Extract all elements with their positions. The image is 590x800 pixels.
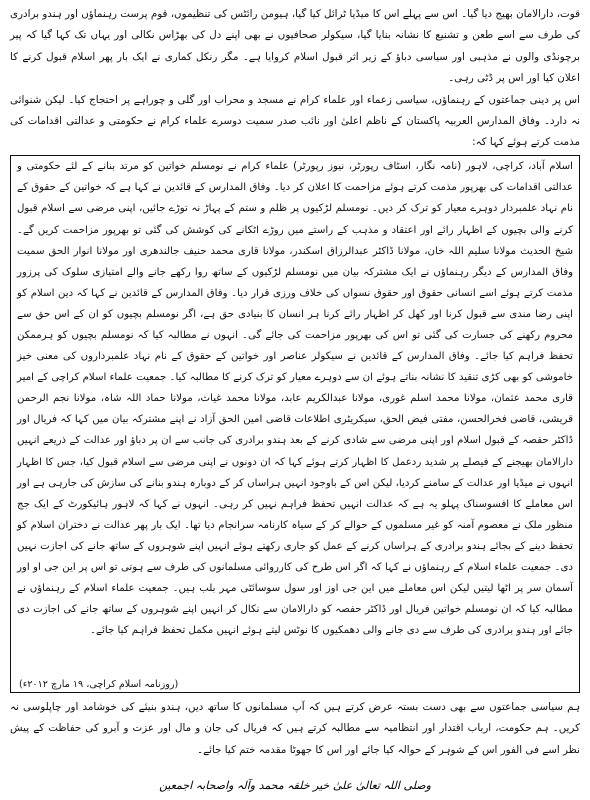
news-quote-box <box>10 155 580 693</box>
news-quote-text: اسلام آباد، کراچی، لاہور (نامہ نگار، اسٹاف رپورٹر، نیوز رپورٹر) علماء کرام نے نومسلم خواتین کو مرتد بنانے کے لئے حکومتی و عدالتی اقدامات کی بھرپور مذمت کرتے ہوئے مزاحمت کا اعلان کر دیا۔ وفاق المدارس کے قائدین نے کہا ہے کہ خواتین کے حقوق کے نام نہاد علمبردار دوہرے معیار کو ترک کر دیں۔ نومسلم لڑکیوں پر ظلم و ستم کے پہاڑ نہ توڑے جائیں، اپنی مرضی سے اسلام قبول کرنے والی بچیوں کے اظہار رائے اور اعتقاد و مذہب کے راستے میں روڑے اٹکانے کی کوشش کی گئی تو بھرپور مزاحمت کریں گے۔ شیخ الحدیث مولانا سلیم اللہ خان، مولانا ڈاکٹر عبدالرزاق اسکندر، مولانا قاری محمد حنیف جالندھری اور مولانا انوار الحق سمیت وفاق المدارس کے دیگر رہنماؤں نے ایک مشترکہ بیان میں نومسلم لڑکیوں کے ساتھ روا رکھے جانے والے امتیازی سلوک کی پرزور مذمت کرتے ہوئے اسے انسانی حقوق اور حقوق نسواں کی خلاف ورزی قرار دیا۔ وفاق المدارس کے قائدین نے کہا کہ دین اسلام کو اپنی رضا مندی سے قبول کرنا اور کھل کر اظہار رائے کرنا ہر انسان کا بنیادی حق ہے، اگر نومسلم بچیوں کو ان کے اس حق سے محروم رکھنے کی جسارت کی گئی تو اس کی بھرپور مزاحمت کی جائے گی۔ انہوں نے مطالبہ کیا کہ نومسلم بچیوں کو ہرممکن تحفظ فراہم کیا جائے۔ وفاق المدارس کے قائدین نے سیکولر عناصر اور خواتین کے حقوق کے نام نہاد علمبرداروں کی معنی خیز خاموشی کو بھی کڑی تنقید کا نشانہ بناتے ہوئے ان سے دوہرے معیار کو ترک کرنے کا مطالبہ کیا۔ جمعیت علماء اسلام کراچی کے امیر قاری محمد عثمان، مولانا محمد اسلم غوری، مولانا عبدالکریم عابد، مولانا محمد غیاث، مولانا حماد اللہ شاہ، مولانا نجم الرحمن قریشی، قاضی فخرالحسن، مفتی فیض الحق، سیکریٹری اطلاعات قاضی امین الحق آزاد نے اپنے مشترکہ بیان میں کہا کہ فریال اور ڈاکٹر حفصہ کے قبول اسلام اور اپنی مرضی سے شادی کرنے کے بعد ہندو برادری کی جانب سے ان پر دباؤ اور عدالت کے ذریعے انہیں دارالامان بھیجنے کے فیصلے پر شدید ردعمل کا اظہار کرتے ہوئے کہا کہ ان دونوں نے اپنی مرضی سے اسلام قبول کیا، جس کا اظہار انہوں نے میڈیا اور عدالت کے سامنے کردیا، لیکن اس کے باوجود انہیں ہراساں کر کے دوبارہ ہندو بنانے کی سازش کی جارہی ہے اور اس معاملے کا افسوسناک پہلو یہ ہے کہ عدالت انہیں تحفظ فراہم نہیں کر رہی۔ انہوں نے کہا کہ لاہور ہائیکورٹ کے ایک جج منظور ملک نے معصوم آمنہ کو غیر مسلموں کے حوالے کر کے سیاہ کارنامہ سرانجام دیا تھا۔ ایک بار پھر عدالت نے دختران اسلام کو تحفظ دینے کے بجائے ہندو برادری کے ہراساں کرنے کے عمل کو جاری رکھتے ہوئے انہیں اپنے شوہروں کے ساتھ جانے کی اجازت نہیں دی۔ جمعیت علماء اسلام کے رہنماؤں نے کہا کہ اگر اس طرح کی کارروائی مسلمانوں کی طرف سے ہوتی تو اس پر این جی او اور آسمان سر پر اٹھا لیتیں لیکن اس معاملے میں این جی اوز اور سول سوسائٹی مہر بلب ہیں۔ جمعیت علماء اسلام کے رہنماؤں نے مطالبہ کیا کہ ان نومسلم خواتین فریال اور ڈاکٹر حفصہ کو دارالامان سے نکال کر انہیں اپنے شوہروں کے ساتھ جانے کی اجازت دی جائے اور ہندو برادری کی طرف سے دی جانے والی دھمکیوں کا نوٹس لیتے ہوئے انہیں مکمل تحفظ فراہم کیا جائے۔ <box>17 161 573 637</box>
closing-paragraph: ہم سیاسی جماعتوں سے بھی دست بستہ عرض کرتے ہیں کہ آپ مسلمانوں کا ساتھ دیں، ہندو بنیئے کی خوشامد اور چاپلوسی نہ کریں۔ ہم حکومت، ارباب اقتدار اور انتظامیہ سے مطالبہ کرتے ہیں کہ فریال کی جان و مال اور عزت و آبرو کی حفاظت کے پیش نظر اسے فی الفور اس کے شوہر کے حوالہ کیا جائے اور اس کا جھوٹا مقدمہ ختم کیا جائے۔ <box>10 701 580 756</box>
closing-blessing: وصلی اللہ تعالیٰ علیٰ خیر خلقہ محمد وآلہ واصحابہ اجمعین <box>159 779 431 792</box>
news-source-citation: (روزنامہ اسلام کراچی، ۱۹ مارچ ۲۰۱۲ء) <box>19 679 179 691</box>
second-paragraph: اس پر دینی جماعتوں کے رہنماؤں، سیاسی زعماء اور علماء کرام نے مسجد و محراب اور گلی و چوراہے پر احتجاج کیا۔ لیکن شنوائی نہ دارد۔ وفاق المدارس العربیہ پاکستان کے ناظم اعلیٰ اور نائب صدر سمیت دوسرے علماء کرام نے حکومتی و عدالتی اقدامات کی مذمت کرتے ہوئے کہا کہ: <box>10 93 580 149</box>
intro-paragraph: قوت، دارالامان بھیج دیا گیا۔ اس سے پہلے اس کا میڈیا ٹرائل کیا گیا، ہیومن رائٹس کی تنظیموں، قوم پرست رہنماؤں اور ہندو برادری کی طرف سے اسے طعن و تشنیع کا نشانہ بنایا گیا، سیکولر صحافیوں نے بھی اپنے دل کی بھڑاس نکالی اور یہاں تک کہا گیا کہ پیر برچونڈی والوں نے مذہبی اور سیاسی دباؤ کے زیر اثر قبول اسلام کروایا ہے۔ مگر رنکل کماری نے ایک بار پھر اسلام قبول کرنے کا اعلان کیا اور اس پر ڈٹی رہی۔ <box>10 8 580 85</box>
